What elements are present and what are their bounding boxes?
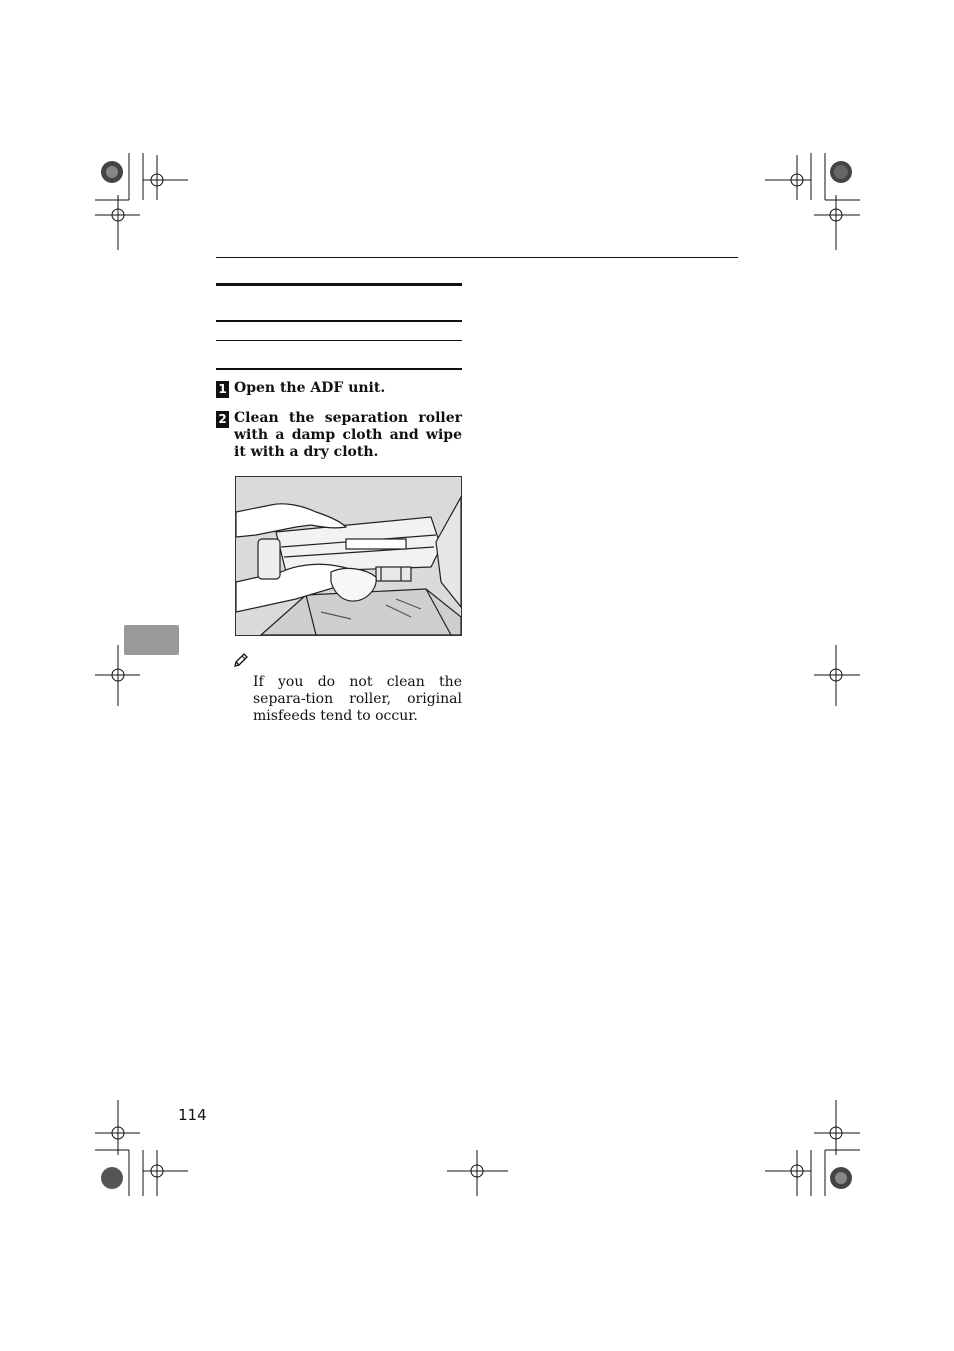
section-rule-thick (216, 283, 462, 286)
procedure-steps (216, 380, 462, 474)
step-number: 1 (216, 381, 229, 398)
step-number: 2 (216, 411, 229, 428)
header-rule (216, 257, 738, 258)
page-number: 114 (178, 1106, 207, 1124)
section-rule-1 (216, 320, 462, 322)
chapter-tab (124, 625, 179, 655)
section-rule-2 (216, 340, 462, 341)
step-text: Open the ADF unit. (234, 380, 386, 396)
pencil-note-icon (233, 652, 249, 668)
step-text: Clean the separation roller with a damp cloth and wipe it with a dry cloth. (234, 410, 462, 460)
step-1 (216, 380, 462, 397)
cleaning-roller-illustration (235, 476, 462, 636)
step-2 (216, 410, 462, 461)
section-rule-3 (216, 368, 462, 370)
note (233, 652, 462, 725)
note-text: If you do not clean the separa-tion roller, original misfeeds tend to occur. (253, 674, 462, 724)
